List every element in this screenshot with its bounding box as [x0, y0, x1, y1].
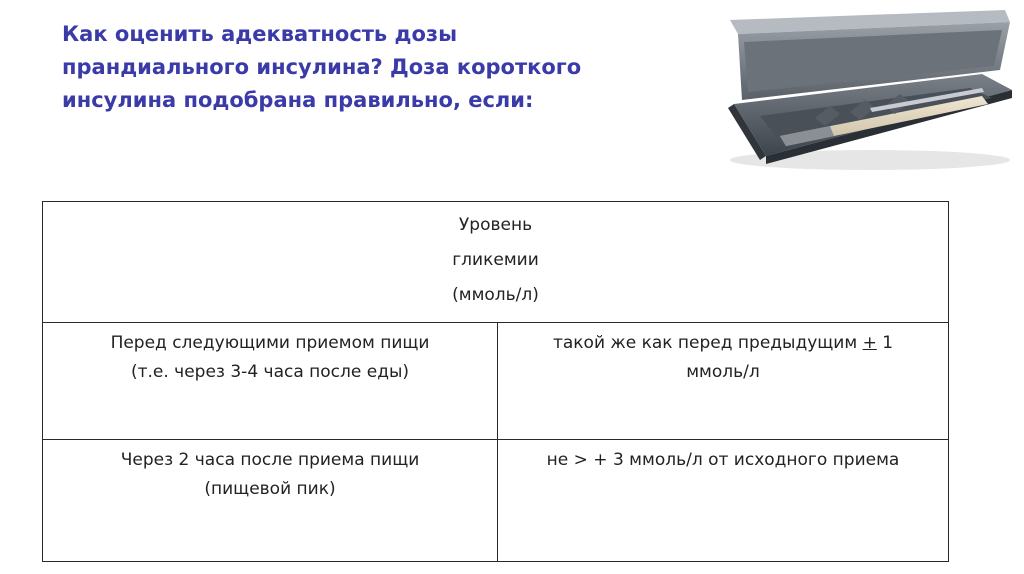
- condition-cell: [43, 440, 498, 562]
- table-row: [43, 440, 949, 562]
- plus-minus-sign: +: [862, 333, 877, 353]
- header-line-3: (ммоль/л): [452, 285, 539, 305]
- slide-title-line-2: прандиального инсулина? Доза короткого: [62, 55, 582, 79]
- insulin-pen-case-photo: [720, 8, 1020, 176]
- table-header-row: [43, 202, 949, 323]
- slide-title-line-1: Как оценить адекватность дозы: [62, 22, 458, 46]
- glycemia-table: [42, 201, 949, 562]
- condition-line-1: Перед следующими приемом пищи: [110, 333, 430, 353]
- table-header-cell: [43, 202, 949, 323]
- condition-cell: [43, 323, 498, 440]
- table-row: [43, 323, 949, 440]
- value-line-1: не > + 3 ммоль/л от исходного приема: [546, 450, 900, 470]
- insulin-pen-case-illustration: [720, 8, 1020, 176]
- slide-title: [62, 18, 672, 117]
- value-cell: [498, 323, 949, 440]
- condition-line-1: Через 2 часа после приема пищи: [120, 450, 420, 470]
- slide-title-line-3: инсулина подобрана правильно, если:: [62, 88, 534, 112]
- value-text-part-2: 1: [876, 333, 894, 353]
- value-line-1: [506, 329, 940, 358]
- value-text-part-1: такой же как перед предыдущим: [552, 333, 863, 353]
- header-line-2: гликемии: [452, 250, 539, 270]
- header-line-1: Уровень: [458, 215, 533, 235]
- condition-line-2: (т.е. через 3-4 часа после еды): [130, 362, 410, 382]
- condition-line-2: (пищевой пик): [204, 479, 336, 499]
- value-line-2: ммоль/л: [686, 362, 760, 382]
- value-cell: [498, 440, 949, 562]
